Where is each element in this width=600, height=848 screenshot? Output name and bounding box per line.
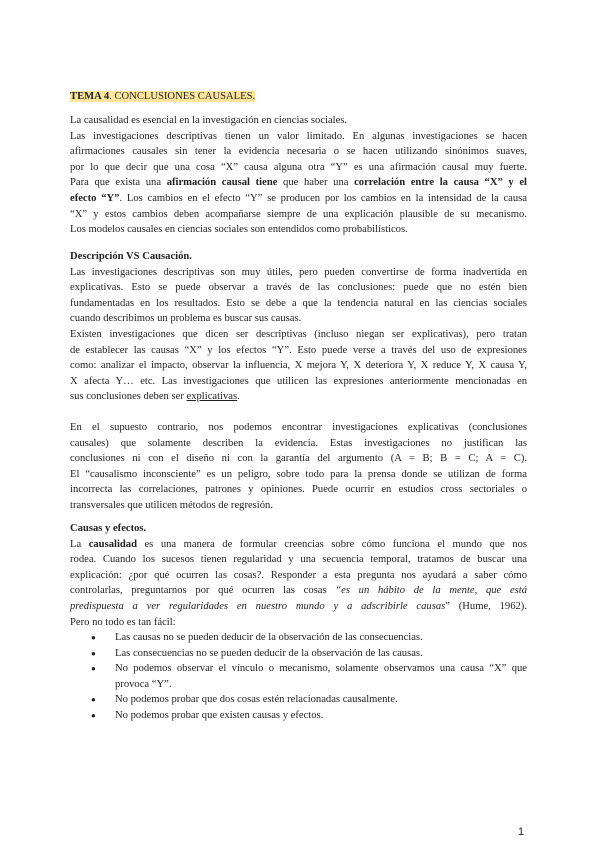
text-line	[70, 327, 527, 343]
section-heading	[70, 249, 527, 265]
text-line	[70, 615, 527, 631]
italic-text: “es un hábito de la mente, que está	[335, 585, 528, 597]
text-run: fundamentadas en los resultados. Esto se debe a que la tendencia natural en las ciencias sociales	[70, 297, 527, 309]
document-title	[70, 89, 527, 105]
list-item-text: provoca “Y”.	[115, 678, 172, 690]
text-run: de establecer las causas “X” y los efectos “Y”. Esto puede verse a través del uso de expresiones	[70, 344, 527, 356]
title-label: TEMA 4	[70, 91, 110, 102]
text-line	[70, 222, 527, 238]
text-run: como: analizar el impacto, observar la influencia, X mejora Y, X deteriora Y, X reduce Y, X causa Y,	[70, 360, 527, 372]
list-item	[70, 646, 527, 662]
bullet-icon: ●	[91, 664, 96, 674]
text-run: por lo que decir que una cosa “X” causa alguna otra “Y” es una afirmación causal muy fuerte.	[70, 161, 527, 173]
text-run: explicación: ¿por qué ocurren las cosas?. Responder a esta pregunta nos ayudará a saber cómo	[70, 569, 527, 581]
section-heading	[70, 521, 527, 537]
bullet-icon: ●	[91, 648, 96, 658]
text-run: “X” y estos cambios deben acompañarse siempre de una explicación plausible de su mecanismo.	[70, 208, 527, 220]
text-line	[70, 482, 527, 498]
text-run: sus conclusiones deben ser	[70, 391, 187, 403]
text-run: .	[237, 391, 240, 403]
text-line	[70, 537, 527, 553]
text-line	[70, 451, 527, 467]
text-line	[70, 144, 527, 160]
text-run: Las investigaciones descriptivas tienen un valor limitado. En algunas investigaciones se hacen	[70, 130, 527, 142]
title-text: . CONCLUSIONES CAUSALES.	[109, 91, 256, 102]
list-item	[70, 661, 527, 677]
causas-y-efectos	[70, 521, 527, 630]
text-line	[70, 296, 527, 312]
text-run: es una manera de formular creencias sobre cómo funciona el mundo que nos	[136, 538, 527, 550]
text-line	[70, 389, 527, 405]
bold-text: efecto “Y”	[70, 192, 120, 204]
list-item	[70, 708, 527, 724]
text-line	[70, 265, 527, 281]
italic-text: predispuesta a ver regularidades en nuestro mundo y a adscribirle causas	[70, 600, 446, 612]
text-run: controlarlas, preguntarnos por qué ocurren las cosas	[70, 585, 336, 597]
underlined-text: explicativas	[186, 391, 238, 403]
text-line	[70, 175, 527, 191]
text-line	[70, 467, 527, 483]
text-line	[70, 160, 527, 176]
text-line	[70, 583, 527, 599]
bold-text: Descripción VS Causación.	[70, 251, 192, 262]
bold-text: causalidad	[88, 538, 137, 550]
text-run: Para que exista una	[70, 177, 167, 189]
text-run: que haber una	[277, 177, 355, 189]
list-item-text: Las causas no se pueden deducir de la observación de las consecuencias.	[115, 632, 423, 643]
bullet-icon: ●	[91, 695, 96, 705]
text-line	[70, 498, 527, 514]
text-run: incorrecta las correlaciones, patrones y opiniones. Puede ocurrir en estudios cross sectoriales o	[70, 484, 527, 496]
text-line	[70, 311, 527, 327]
text-run: causales) que solamente describen la evidencia. Estas investigaciones no justifican las	[70, 437, 527, 449]
text-line	[70, 436, 527, 452]
page-number: 1	[518, 826, 525, 838]
text-line	[70, 420, 527, 436]
text-run: Existen investigaciones que dicen ser descriptivas (incluso niegan ser explicativas), pero tratan	[70, 328, 527, 340]
text-run: explicativas. Esto se puede observar a través de las conclusiones: puede que no estén bien	[70, 282, 527, 294]
text-run: La causalidad es esencial en la investigación en ciencias sociales.	[70, 115, 348, 126]
bold-text: correlación entre la causa “X” y el	[354, 177, 527, 189]
text-run: transversales que utilicen métodos de regresión.	[70, 499, 273, 511]
text-line	[70, 129, 527, 145]
text-run: ” (Hume, 1962).	[445, 600, 527, 612]
list-item	[70, 630, 527, 646]
text-line	[70, 358, 527, 374]
text-line	[70, 191, 527, 207]
list-item-text: No podemos observar el vínculo o mecanismo, solamente observamos una causa “X” que	[115, 663, 527, 675]
text-run: Las investigaciones descriptivas son muy útiles, pero pueden convertirse de forma inadvertida en	[70, 266, 527, 278]
intro-paragraphs	[70, 113, 527, 238]
list-item	[70, 677, 527, 693]
text-line	[70, 568, 527, 584]
text-line	[70, 280, 527, 296]
text-line	[70, 113, 527, 129]
bullet-icon: ●	[91, 633, 96, 642]
text-run: Pero no todo es tan fácil:	[70, 616, 176, 628]
text-run: . Los cambios en el efecto “Y” se producen por los cambios en la intensidad de la causa	[119, 192, 527, 204]
text-run: X afecta Y… etc. Las investigaciones que utilicen las expresiones anteriormente mencionadas en	[70, 375, 527, 387]
list-item-text: Las consecuencias no se pueden deducir de la observación de las causas.	[115, 647, 423, 659]
text-run: cuando describimos un problema es buscar sus causas.	[70, 313, 302, 325]
text-run: En el supuesto contrario, nos podemos encontrar investigaciones explicativas (conclusiones	[70, 422, 527, 433]
supuesto-contrario	[70, 420, 527, 514]
text-line	[70, 374, 527, 390]
bullet-icon: ●	[91, 710, 96, 720]
text-run: El “causalismo inconsciente” es un peligro, sobre todo para la prensa donde se utilizan de forma	[70, 468, 527, 480]
text-run: conclusiones ni con el diseño ni con la garantía del argumento (A = B; B = C; A = C).	[70, 453, 527, 465]
text-line	[70, 599, 527, 615]
text-run: La	[70, 538, 89, 550]
list-item	[70, 692, 527, 708]
list-item-text: No podemos probar que dos cosas estén relacionadas causalmente.	[115, 694, 398, 706]
text-line	[70, 343, 527, 359]
descripcion-vs-causacion	[70, 249, 527, 405]
text-run: rodea. Cuando los sucesos tienen regularidad y una secuencia temporal, tratamos de buscar una	[70, 554, 527, 566]
text-run: Los modelos causales en ciencias sociales son entendidos como probabilísticos.	[70, 224, 408, 236]
text-line	[70, 207, 527, 223]
bold-text: Causas y efectos.	[70, 523, 147, 534]
list-item-text: No podemos probar que existen causas y efectos.	[115, 709, 324, 721]
bold-text: afirmación causal tiene	[166, 177, 278, 189]
text-line	[70, 552, 527, 568]
bullet-list	[70, 630, 527, 724]
text-run: afirmaciones causales sin tener la evidencia necesaria o se hacen utilizando sinónimos suaves,	[70, 146, 527, 158]
